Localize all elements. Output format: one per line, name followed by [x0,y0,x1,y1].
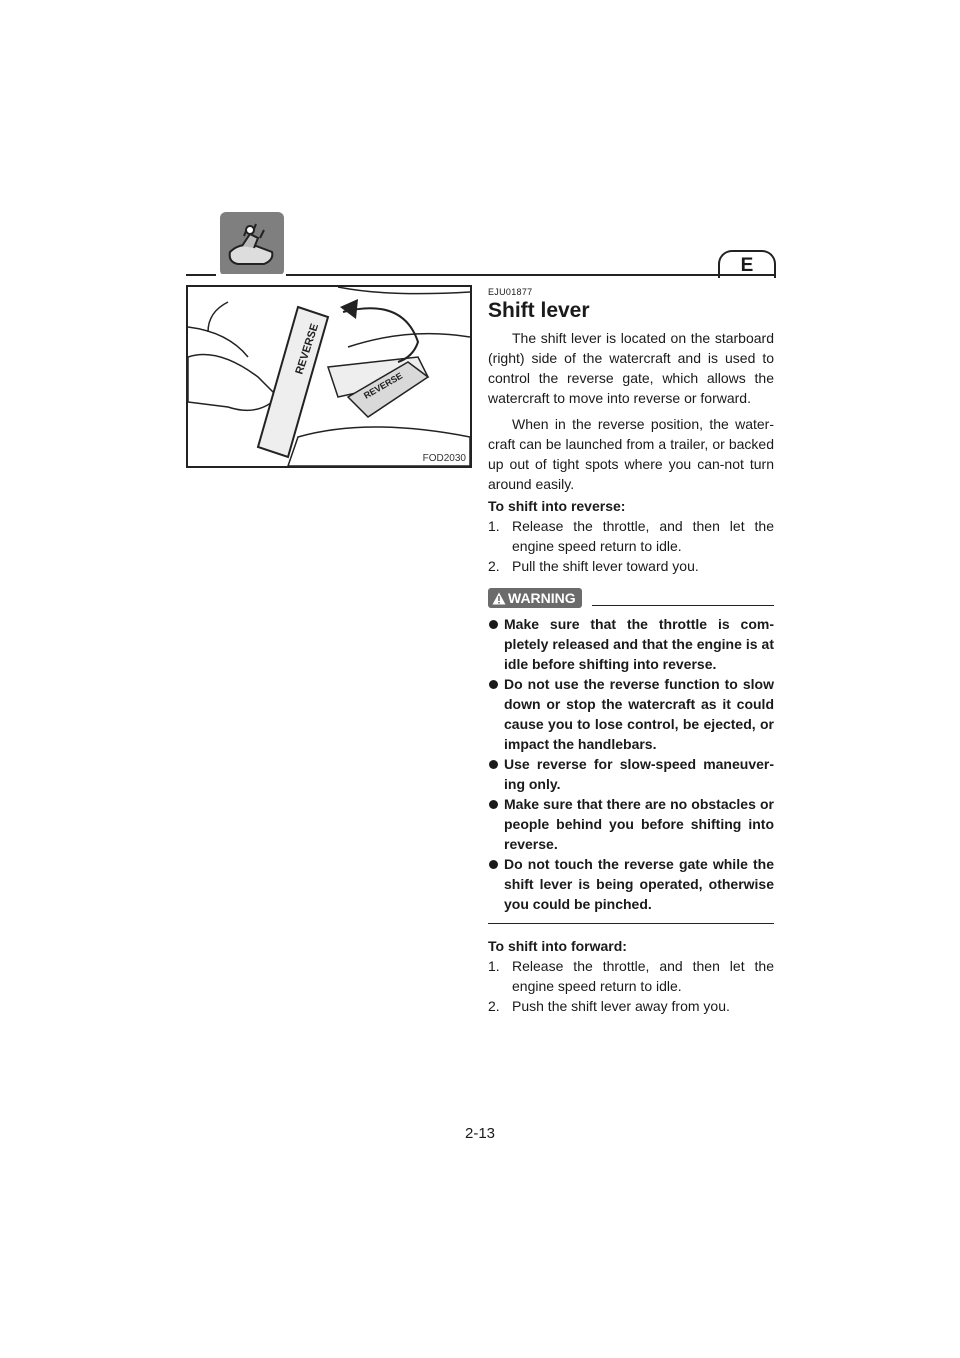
forward-heading: To shift into forward: [488,938,627,954]
reverse-embossed-small: REVERSE [362,370,405,401]
content-column [488,287,774,1016]
warning-item: Use reverse for slow-speed maneuver-ing only. [488,754,774,794]
warning-item: Make sure that the throttle is com-pletely released and that the engine is at idle before shifting into reverse. [488,614,774,674]
list-item: 2. Pull the shift lever toward you. [488,558,699,574]
list-item: 1. Release the throttle, and then let the engine speed return to idle. [488,958,774,994]
warning-end-rule [488,923,774,924]
list-item: 1. Release the throttle, and then let the engine speed return to idle. [488,518,774,554]
bullet-icon [489,800,498,809]
bullet-icon [489,680,498,689]
warning-rule [592,605,774,606]
warning-list [488,614,774,914]
shift-lever-illustration [186,285,472,468]
paragraph: The shift lever is located on the starboard (right) side of the watercraft and is used to control the reverse gate, which allows the watercraft to move into reverse or forward. [488,330,774,406]
bullet-icon [489,760,498,769]
reverse-embossed-large: REVERSE [293,322,322,376]
reverse-heading: To shift into reverse: [488,498,626,514]
watercraft-rider-icon [220,212,284,276]
chapter-icon [220,212,284,276]
header-rule [186,274,774,276]
warning-item: Do not use the reverse function to slow down or stop the watercraft as it could cause you to lose control, be ejected, or impact the handlebars. [488,674,774,754]
section-title: Shift lever [488,299,590,322]
language-badge: E [718,250,776,278]
list-item: 2. Push the shift lever away from you. [488,998,730,1014]
warning-triangle-icon [492,592,506,605]
warning-block [488,586,774,924]
bullet-icon [489,860,498,869]
page-number: 2-13 [464,1125,496,1142]
bullet-icon [489,620,498,629]
warning-item: Make sure that there are no obstacles or people behind you before shifting into reverse. [488,794,774,854]
figure-label: FOD2030 [422,453,466,464]
warning-item: Do not touch the reverse gate while the shift lever is being operated, otherwise you could be pinched. [488,854,774,914]
section-code: EJU01877 [488,287,533,297]
warning-badge: WARNING [488,588,582,608]
paragraph: When in the reverse position, the water-craft can be launched from a trailer, or backed up out of tight spots where you can-not turn around easily. [488,416,774,492]
